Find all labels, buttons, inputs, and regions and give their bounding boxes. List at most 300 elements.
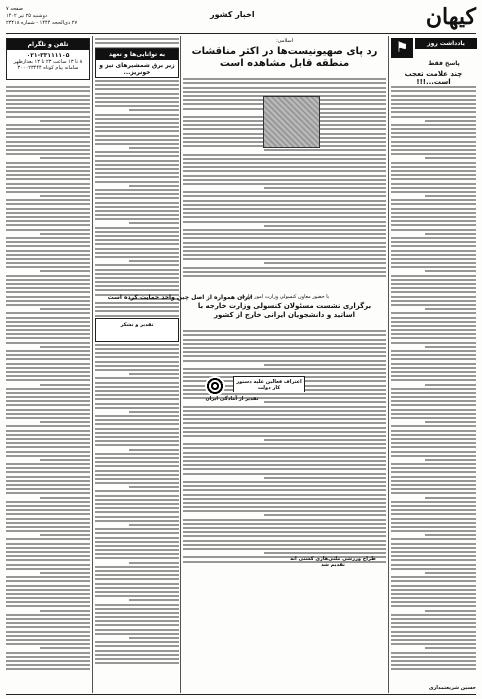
text-line bbox=[40, 384, 90, 386]
text-line bbox=[183, 183, 386, 185]
text-line bbox=[6, 254, 90, 256]
text-line bbox=[264, 364, 386, 366]
text-line bbox=[391, 635, 476, 637]
text-line bbox=[6, 505, 90, 507]
text-line bbox=[6, 538, 90, 540]
text-line bbox=[264, 401, 386, 403]
text-line bbox=[391, 367, 476, 369]
editorial-author: حسین شریعتمداری bbox=[428, 685, 476, 691]
text-line bbox=[391, 379, 476, 381]
text-line bbox=[391, 505, 476, 507]
text-line bbox=[6, 266, 90, 268]
text-line bbox=[6, 279, 90, 281]
text-line bbox=[6, 321, 90, 323]
text-line bbox=[6, 317, 90, 319]
left-column bbox=[6, 36, 90, 693]
contact-box-title: تلفن و تلگرام bbox=[7, 39, 89, 50]
text-line bbox=[391, 279, 476, 281]
text-line bbox=[40, 534, 90, 536]
text-line bbox=[391, 488, 476, 490]
text-line bbox=[6, 404, 90, 406]
text-line bbox=[391, 664, 476, 666]
text-line bbox=[391, 371, 476, 373]
text-line bbox=[95, 42, 179, 44]
text-line bbox=[6, 656, 90, 658]
text-line bbox=[183, 204, 386, 206]
text-line bbox=[183, 154, 386, 156]
text-line bbox=[425, 270, 476, 272]
text-line bbox=[183, 158, 386, 160]
text-line bbox=[6, 333, 90, 335]
text-line bbox=[183, 271, 386, 273]
text-line bbox=[183, 170, 386, 172]
text-line bbox=[6, 375, 90, 377]
text-line bbox=[183, 191, 386, 193]
text-line bbox=[391, 183, 476, 185]
text-line bbox=[425, 459, 476, 461]
bottom-box-2-title: اعتراف فعالین علیه دستور کار دولت bbox=[234, 377, 304, 393]
text-line bbox=[391, 580, 476, 582]
text-line bbox=[391, 296, 476, 298]
text-line bbox=[391, 538, 476, 540]
text-line bbox=[6, 162, 90, 164]
text-line bbox=[391, 434, 476, 436]
flag-icon: ⚑ bbox=[391, 38, 413, 58]
text-line bbox=[391, 626, 476, 628]
text-line bbox=[391, 438, 476, 440]
text-line bbox=[6, 141, 90, 143]
text-line bbox=[391, 471, 476, 473]
text-line bbox=[6, 220, 90, 222]
text-line bbox=[6, 153, 90, 155]
text-line bbox=[6, 245, 90, 247]
text-line bbox=[183, 489, 386, 491]
text-line bbox=[6, 371, 90, 373]
text-line bbox=[6, 467, 90, 469]
text-line bbox=[391, 90, 476, 92]
text-line bbox=[40, 233, 90, 235]
text-line bbox=[391, 321, 476, 323]
text-line bbox=[183, 435, 386, 437]
text-line bbox=[183, 82, 386, 84]
text-line bbox=[183, 410, 386, 412]
text-line bbox=[6, 668, 90, 670]
text-line bbox=[391, 300, 476, 302]
text-line bbox=[391, 597, 476, 599]
section-title: اخبار کشور bbox=[210, 10, 255, 19]
text-line bbox=[425, 647, 476, 649]
text-line bbox=[6, 287, 90, 289]
text-line bbox=[391, 593, 476, 595]
text-line bbox=[6, 116, 90, 118]
text-line bbox=[6, 304, 90, 306]
text-line bbox=[183, 548, 386, 550]
text-line bbox=[264, 187, 386, 189]
text-line bbox=[391, 551, 476, 553]
text-line bbox=[6, 174, 90, 176]
text-line bbox=[391, 518, 476, 520]
text-line bbox=[391, 229, 476, 231]
text-line bbox=[183, 343, 386, 345]
text-line bbox=[6, 614, 90, 616]
text-line bbox=[391, 99, 476, 101]
text-line bbox=[391, 262, 476, 264]
text-line bbox=[391, 95, 476, 97]
text-line bbox=[264, 514, 386, 516]
text-line bbox=[6, 275, 90, 277]
text-line bbox=[183, 502, 386, 504]
newspaper-logo: کیهان bbox=[425, 4, 476, 30]
text-line bbox=[391, 375, 476, 377]
text-line bbox=[425, 233, 476, 235]
box3-headline: تقدیر از آمادگی ایران bbox=[205, 396, 259, 402]
text-line bbox=[6, 635, 90, 637]
text-line bbox=[391, 392, 476, 394]
bottom-box-1 bbox=[95, 318, 179, 342]
editorial-title-small: پاسخ فقط bbox=[428, 60, 460, 67]
text-line bbox=[183, 443, 386, 445]
text-line bbox=[183, 481, 386, 483]
text-line bbox=[391, 446, 476, 448]
text-line bbox=[95, 38, 179, 40]
text-line bbox=[6, 363, 90, 365]
text-line bbox=[391, 304, 476, 306]
text-line bbox=[183, 485, 386, 487]
text-line bbox=[425, 120, 476, 122]
text-line bbox=[183, 422, 386, 424]
text-line bbox=[6, 643, 90, 645]
text-line bbox=[391, 220, 476, 222]
text-line bbox=[391, 526, 476, 528]
text-line bbox=[391, 643, 476, 645]
text-line bbox=[391, 116, 476, 118]
text-line bbox=[40, 195, 90, 197]
text-line bbox=[6, 224, 90, 226]
text-line bbox=[183, 179, 386, 181]
text-line bbox=[183, 87, 386, 89]
text-line bbox=[6, 601, 90, 603]
text-line bbox=[183, 267, 386, 269]
text-line bbox=[183, 330, 386, 332]
text-line bbox=[6, 208, 90, 210]
text-line bbox=[391, 245, 476, 247]
text-line bbox=[6, 605, 90, 607]
text-line bbox=[391, 166, 476, 168]
text-line bbox=[6, 329, 90, 331]
box4-headline: طراح ورزشی ملتی‌هاری کشتی انه تقدیم شد bbox=[290, 556, 376, 568]
text-line bbox=[183, 351, 386, 353]
text-line bbox=[40, 647, 90, 649]
text-line bbox=[391, 266, 476, 268]
text-line bbox=[264, 149, 386, 151]
text-line bbox=[6, 518, 90, 520]
column-divider bbox=[180, 36, 181, 693]
text-line bbox=[391, 337, 476, 339]
china-headline: ایران همواره از اصل چین واحد حمایت کرده است bbox=[107, 294, 253, 301]
feature-headline: زیر برق شمشیرهای تیز و خونریز... bbox=[99, 62, 175, 76]
text-line bbox=[6, 99, 90, 101]
text-line bbox=[6, 136, 90, 138]
text-line bbox=[6, 354, 90, 356]
text-line bbox=[391, 241, 476, 243]
text-line bbox=[391, 254, 476, 256]
text-line bbox=[6, 555, 90, 557]
text-line bbox=[6, 337, 90, 339]
masthead bbox=[356, 4, 476, 34]
text-line bbox=[391, 216, 476, 218]
text-line bbox=[391, 287, 476, 289]
text-line bbox=[6, 501, 90, 503]
footer-rule bbox=[6, 694, 476, 695]
text-line bbox=[6, 86, 90, 88]
text-line bbox=[6, 476, 90, 478]
text-line bbox=[183, 535, 386, 537]
text-line bbox=[183, 427, 386, 429]
feature-box-title: به توانایی‌ها و تعهد bbox=[96, 49, 178, 60]
text-line bbox=[391, 237, 476, 239]
text-line bbox=[6, 183, 90, 185]
text-line bbox=[183, 166, 386, 168]
text-line bbox=[391, 513, 476, 515]
text-line bbox=[183, 527, 386, 529]
text-line bbox=[391, 425, 476, 427]
text-line bbox=[183, 200, 386, 202]
text-line bbox=[183, 447, 386, 449]
text-line bbox=[6, 262, 90, 264]
text-line bbox=[6, 471, 90, 473]
text-line bbox=[391, 618, 476, 620]
text-line bbox=[6, 203, 90, 205]
text-line bbox=[183, 531, 386, 533]
text-line bbox=[6, 543, 90, 545]
text-line bbox=[6, 451, 90, 453]
text-line bbox=[391, 250, 476, 252]
text-line bbox=[6, 455, 90, 457]
text-line bbox=[391, 329, 476, 331]
text-line bbox=[391, 333, 476, 335]
text-line bbox=[6, 187, 90, 189]
text-line bbox=[40, 270, 90, 272]
text-line bbox=[6, 580, 90, 582]
text-line bbox=[6, 442, 90, 444]
text-line bbox=[391, 107, 476, 109]
text-line bbox=[183, 216, 386, 218]
text-line bbox=[391, 128, 476, 130]
second-kicker: با حضور معاون کنسولی وزارت امور خارجه bbox=[239, 294, 330, 300]
text-line bbox=[425, 572, 476, 574]
text-line bbox=[183, 221, 386, 223]
text-line bbox=[183, 229, 386, 231]
text-line bbox=[6, 199, 90, 201]
text-line bbox=[183, 473, 386, 475]
text-line bbox=[264, 477, 386, 479]
text-line bbox=[391, 622, 476, 624]
text-line bbox=[391, 350, 476, 352]
text-line bbox=[391, 400, 476, 402]
text-line bbox=[391, 564, 476, 566]
text-line bbox=[391, 559, 476, 561]
text-line bbox=[391, 178, 476, 180]
text-line bbox=[391, 467, 476, 469]
text-line bbox=[6, 589, 90, 591]
text-line bbox=[391, 275, 476, 277]
text-line bbox=[391, 208, 476, 210]
text-line bbox=[425, 384, 476, 386]
text-line bbox=[391, 388, 476, 390]
text-line bbox=[391, 145, 476, 147]
text-line bbox=[6, 367, 90, 369]
text-line bbox=[183, 258, 386, 260]
text-line bbox=[391, 86, 476, 88]
column-divider bbox=[92, 36, 93, 693]
text-line bbox=[183, 368, 386, 370]
text-line bbox=[40, 459, 90, 461]
text-line bbox=[6, 626, 90, 628]
text-line bbox=[391, 174, 476, 176]
second-body-text bbox=[183, 328, 386, 578]
text-line bbox=[6, 392, 90, 394]
text-line bbox=[183, 456, 386, 458]
article-photo bbox=[263, 96, 320, 148]
text-line bbox=[391, 484, 476, 486]
text-line bbox=[6, 492, 90, 494]
text-line bbox=[425, 195, 476, 197]
text-line bbox=[6, 170, 90, 172]
text-line bbox=[6, 530, 90, 532]
editorial-text bbox=[391, 84, 476, 672]
text-line bbox=[183, 494, 386, 496]
text-line bbox=[183, 237, 386, 239]
main-column bbox=[183, 36, 386, 693]
text-line bbox=[6, 568, 90, 570]
text-line bbox=[183, 91, 386, 93]
text-line bbox=[391, 576, 476, 578]
text-line bbox=[6, 652, 90, 654]
text-line bbox=[391, 162, 476, 164]
text-line bbox=[6, 664, 90, 666]
text-line bbox=[183, 208, 386, 210]
text-line bbox=[6, 400, 90, 402]
text-line bbox=[391, 325, 476, 327]
text-line bbox=[391, 430, 476, 432]
text-line bbox=[6, 631, 90, 633]
text-line bbox=[6, 178, 90, 180]
text-line bbox=[391, 124, 476, 126]
text-line bbox=[264, 262, 386, 264]
text-line bbox=[6, 107, 90, 109]
text-line bbox=[6, 342, 90, 344]
text-line bbox=[183, 540, 386, 542]
text-line bbox=[6, 166, 90, 168]
sms-number: سامانه پیام کوتاه ۳۰۰۰۲۳۴۴۴ bbox=[17, 65, 79, 71]
text-line bbox=[425, 346, 476, 348]
text-line bbox=[183, 233, 386, 235]
text-line bbox=[6, 283, 90, 285]
text-line bbox=[391, 153, 476, 155]
text-line bbox=[391, 317, 476, 319]
text-line bbox=[6, 438, 90, 440]
text-line bbox=[391, 132, 476, 134]
phone-number: ۰۲۱-۳۳۱۱۱۱۰۵ bbox=[26, 52, 70, 59]
text-line bbox=[183, 162, 386, 164]
text-line bbox=[6, 639, 90, 641]
column-divider bbox=[388, 36, 389, 693]
text-line bbox=[183, 506, 386, 508]
text-line bbox=[6, 250, 90, 252]
main-kicker: اسلامی: bbox=[275, 38, 294, 44]
text-line bbox=[391, 258, 476, 260]
text-line bbox=[183, 418, 386, 420]
text-line bbox=[6, 463, 90, 465]
text-line bbox=[6, 660, 90, 662]
text-line bbox=[6, 212, 90, 214]
text-line bbox=[391, 530, 476, 532]
text-line bbox=[391, 354, 476, 356]
text-line bbox=[391, 455, 476, 457]
text-line bbox=[6, 258, 90, 260]
contact-hours: ۸ تا ۱۳ ساعت ۲۳ تا ۱۳ بعدازظهر bbox=[13, 59, 83, 65]
text-line bbox=[391, 212, 476, 214]
text-line bbox=[40, 421, 90, 423]
text-line bbox=[6, 191, 90, 193]
text-line bbox=[391, 463, 476, 465]
text-line bbox=[40, 610, 90, 612]
text-line bbox=[391, 136, 476, 138]
text-line bbox=[183, 275, 386, 277]
text-line bbox=[183, 334, 386, 336]
text-line bbox=[391, 585, 476, 587]
text-line bbox=[391, 283, 476, 285]
text-line bbox=[425, 308, 476, 310]
text-line bbox=[183, 544, 386, 546]
text-line bbox=[6, 388, 90, 390]
text-line bbox=[264, 225, 386, 227]
text-line bbox=[391, 358, 476, 360]
text-line bbox=[6, 229, 90, 231]
text-line bbox=[183, 372, 386, 374]
text-line bbox=[391, 547, 476, 549]
text-line bbox=[391, 342, 476, 344]
text-line bbox=[183, 195, 386, 197]
text-line bbox=[391, 396, 476, 398]
text-line bbox=[40, 157, 90, 159]
text-line bbox=[391, 191, 476, 193]
text-line bbox=[391, 639, 476, 641]
text-line bbox=[264, 552, 386, 554]
text-line bbox=[391, 652, 476, 654]
text-line bbox=[391, 631, 476, 633]
text-line bbox=[6, 90, 90, 92]
text-line bbox=[183, 212, 386, 214]
text-line bbox=[183, 78, 386, 80]
text-line bbox=[6, 480, 90, 482]
text-line bbox=[6, 618, 90, 620]
text-line bbox=[391, 601, 476, 603]
text-line bbox=[183, 355, 386, 357]
text-line bbox=[6, 128, 90, 130]
text-line bbox=[391, 509, 476, 511]
text-line bbox=[6, 396, 90, 398]
text-line bbox=[40, 346, 90, 348]
text-line bbox=[6, 513, 90, 515]
text-line bbox=[40, 497, 90, 499]
text-line bbox=[391, 417, 476, 419]
text-line bbox=[183, 406, 386, 408]
text-line bbox=[425, 534, 476, 536]
text-line bbox=[391, 476, 476, 478]
text-line bbox=[183, 431, 386, 433]
page-number: صفحه ۷ bbox=[6, 6, 23, 12]
